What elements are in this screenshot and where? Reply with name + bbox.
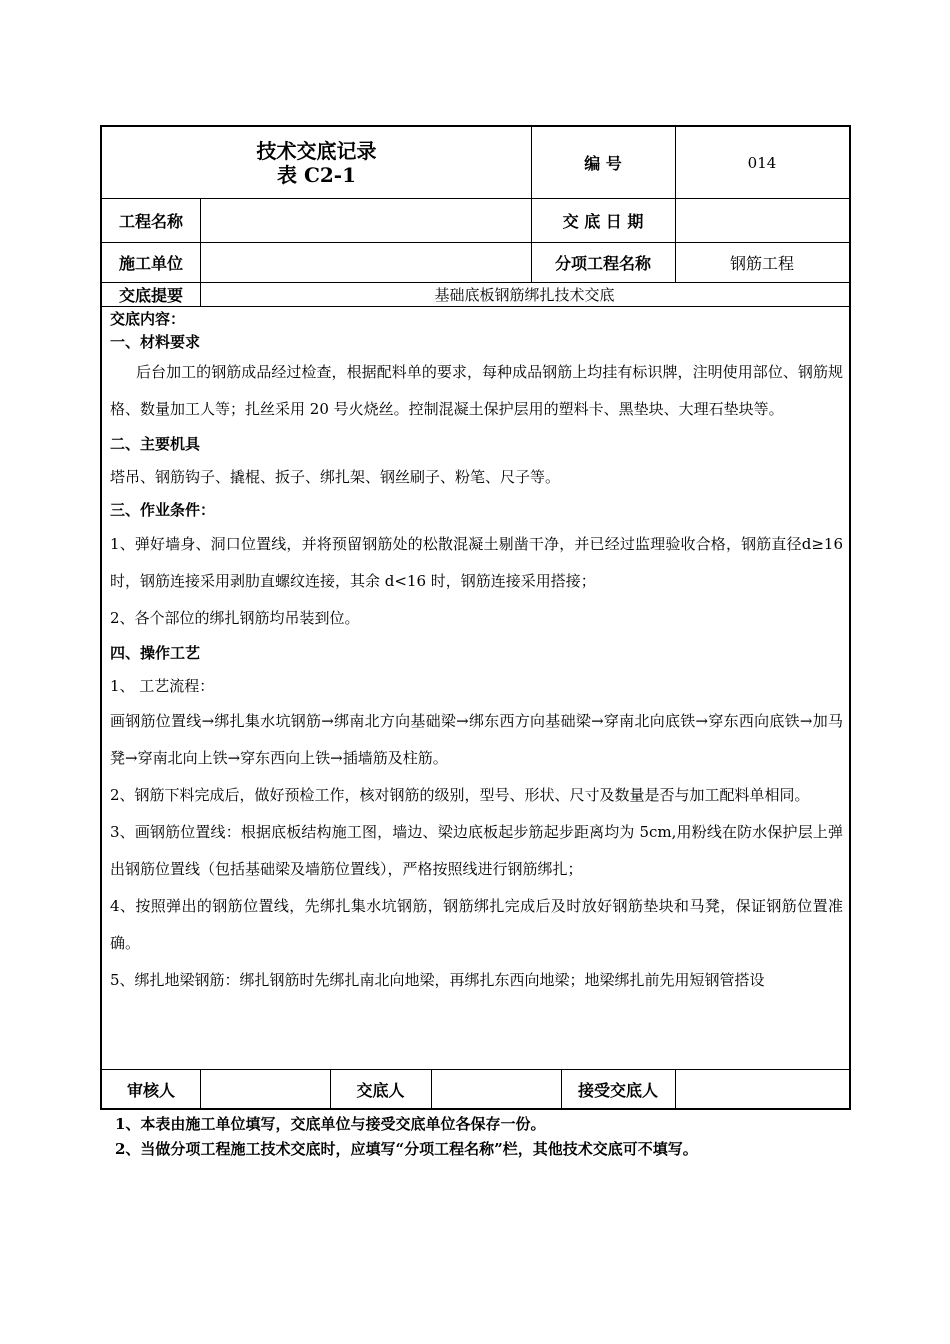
form-title-main: 技术交底记录 [256,138,377,163]
section-process-item: 1、 工艺流程： [110,677,215,695]
construction-unit-field[interactable] [200,242,531,282]
number-label: 编 号 [584,154,622,173]
section-process-flow: 画钢筋位置线→绑扎集水坑钢筋→绑南北方向基础梁→绑东西方向基础梁→穿南北向底铁→穿东西向底铁→加马凳→穿南北向上铁→穿东西向上铁→插墙筋及柱筋。 [110,712,843,767]
project-name-label: 工程名称 [118,211,183,231]
section-materials-title: 一、材料要求 [110,333,201,351]
receiver-field[interactable] [675,1069,849,1110]
number-value: 014 [747,153,777,172]
sub-project-label: 分项工程名称 [554,253,651,273]
form-title-code: 表 C2-1 [276,162,356,187]
discloser-label: 交底人 [356,1081,405,1100]
sub-project-value: 钢筋工程 [729,253,794,273]
section-tools-text: 塔吊、钢筋钩子、撬棍、扳子、绑扎架、钢丝刷子、粉笔、尺子等。 [110,468,561,486]
reviewer-label: 审核人 [126,1081,175,1100]
summary-label: 交底提要 [118,285,183,305]
date-field[interactable] [675,198,849,242]
note-item: 2、当做分项工程施工技术交底时，应填写“分项工程名称”栏，其他技术交底可不填写。 [115,1140,698,1158]
disclosure-form [100,125,851,1110]
construction-unit-label: 施工单位 [118,253,183,273]
summary-value: 基础底板钢筋绑扎技术交底 [434,285,615,304]
grid-line [102,306,849,307]
date-label: 交 底 日 期 [562,211,644,231]
disclosure-content [110,308,843,999]
section-conditions-item: 2、各个部位的绑扎钢筋均吊装到位。 [110,609,360,627]
form-notes [115,1112,915,1162]
form-title [102,127,531,198]
content-heading: 交底内容： [110,310,186,328]
section-process-item: 4、按照弹出的钢筋位置线，先绑扎集水坑钢筋，钢筋绑扎完成后及时放好钢筋垫块和马凳，保证钢筋位置准确。 [110,897,843,952]
note-item: 1、本表由施工单位填写，交底单位与接受交底单位各保存一份。 [115,1115,546,1133]
section-tools-title: 二、主要机具 [110,435,201,453]
section-materials-text: 后台加工的钢筋成品经过检查，根据配料单的要求，每种成品钢筋上均挂有标识牌，注明使用部位、钢筋规格、数量加工人等；扎丝采用 20 号火烧丝。控制混凝土保护层用的塑料卡、黑垫块、大理石垫块等。 [110,363,843,418]
section-process-title: 四、操作工艺 [110,644,201,662]
section-conditions-item: 1、弹好墙身、洞口位置线，并将预留钢筋处的松散混凝土剔凿干净，并已经过监理验收合格，钢筋直径d≥16 时，钢筋连接采用剥肋直螺纹连接，其余 d<16 时，钢筋连接采用搭接； [110,535,843,590]
project-name-field[interactable] [200,198,531,242]
discloser-field[interactable] [431,1069,561,1110]
reviewer-field[interactable] [200,1069,330,1110]
section-process-item: 2、钢筋下料完成后，做好预检工作，核对钢筋的级别，型号、形状、尺寸及数量是否与加工配料单相同。 [110,786,810,804]
section-conditions-title: 三、作业条件： [110,501,216,519]
receiver-label: 接受交底人 [577,1081,658,1100]
section-process-item: 3、画钢筋位置线：根据底板结构施工图，墙边、梁边底板起步筋起步距离均为 5cm,用粉线在防水保护层上弹出钢筋位置线（包括基础梁及墙筋位置线），严格按照线进行钢筋绑扎； [110,823,843,878]
section-process-item: 5、绑扎地梁钢筋：绑扎钢筋时先绑扎南北向地梁，再绑扎东西向地梁；地梁绑扎前先用短钢管搭设 [110,971,765,989]
